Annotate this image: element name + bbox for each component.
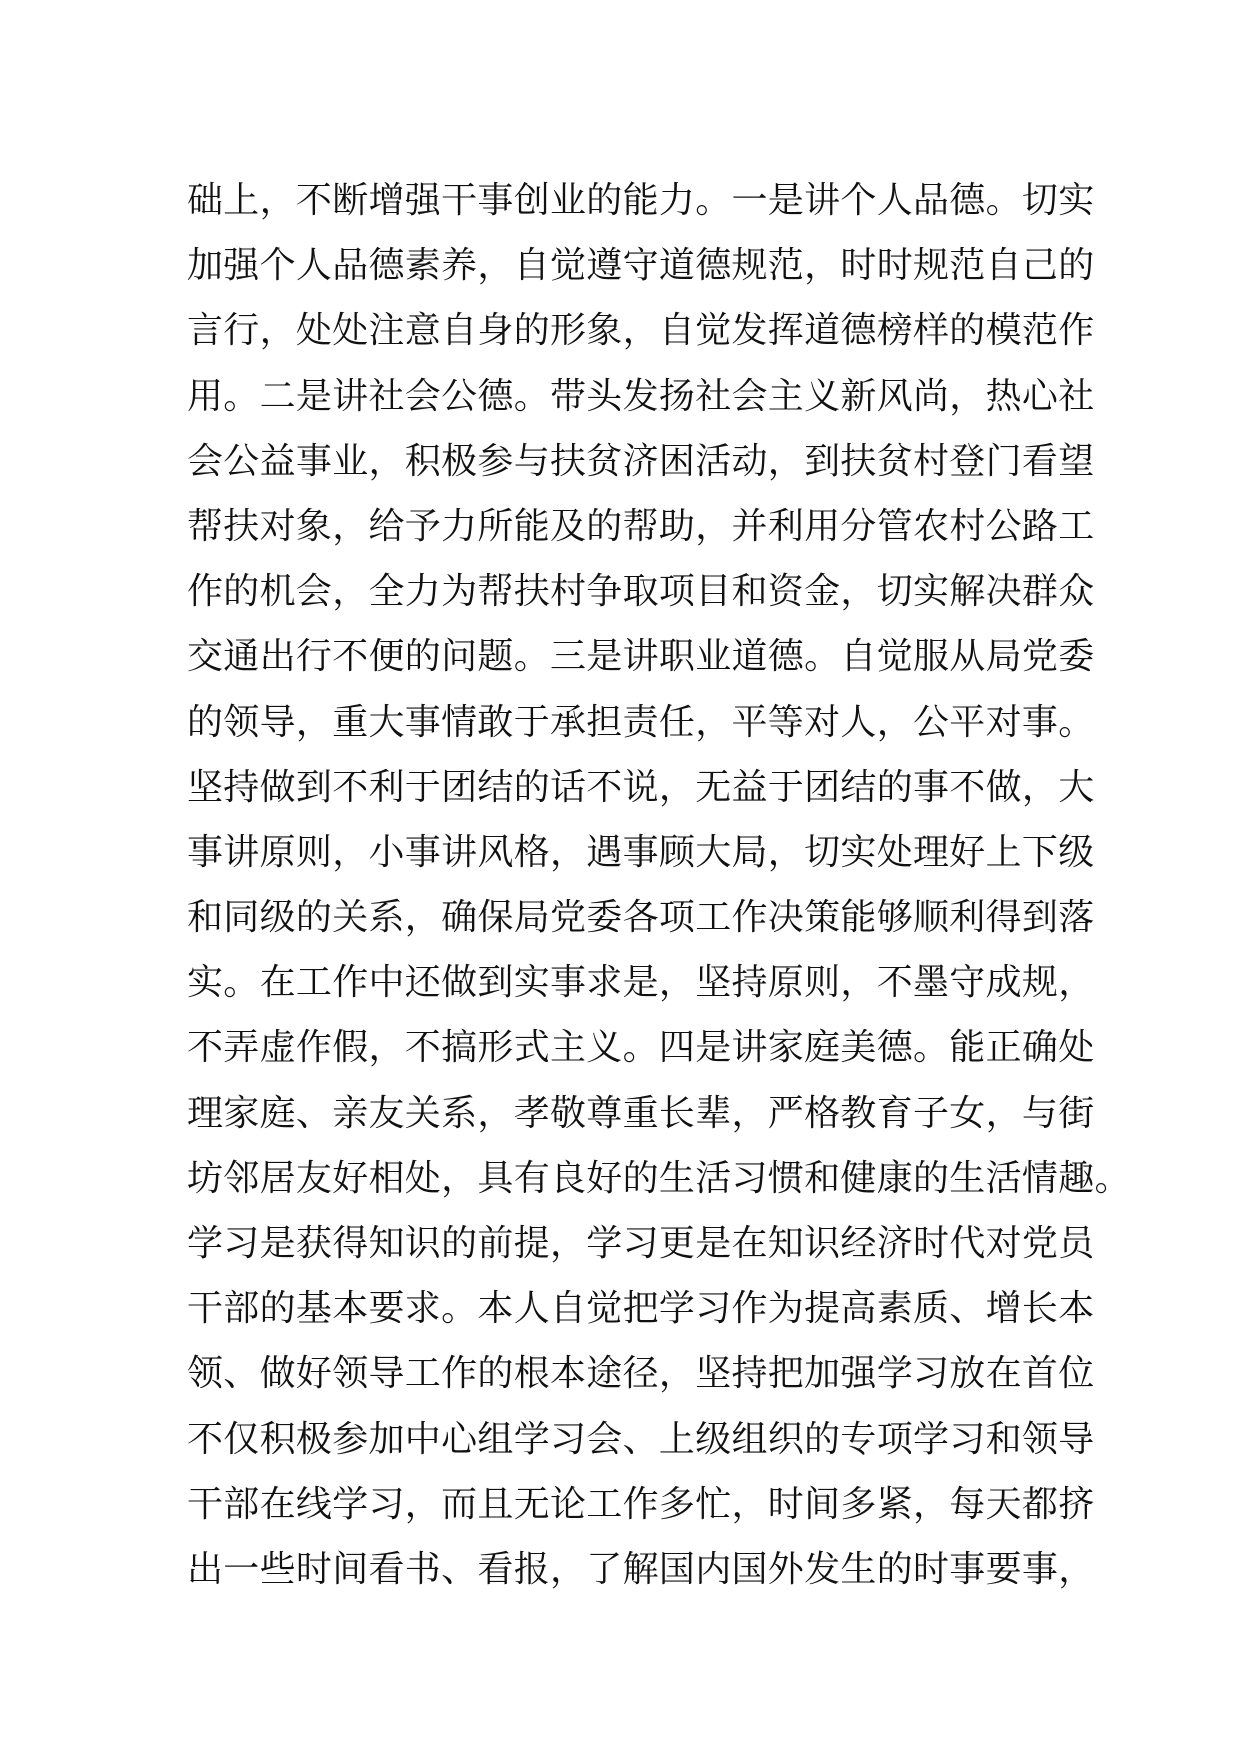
text-line: 实。在工作中还做到实事求是，坚持原则，不墨守成规， — [187, 962, 1095, 1004]
text-line: 干部的基本要求。本人自觉把学习作为提高素质、增长本 — [187, 1288, 1095, 1330]
text-line: 理家庭、亲友关系，孝敬尊重长辈，严格教育子女，与街 — [187, 1092, 1095, 1134]
body-text — [187, 168, 1131, 1602]
text-line: 作的机会，全力为帮扶村争取项目和资金，切实解决群众 — [187, 571, 1095, 613]
text-line: 领、做好领导工作的根本途径，坚持把加强学习放在首位 — [187, 1353, 1095, 1395]
text-line: 学习是获得知识的前提，学习更是在知识经济时代对党员 — [187, 1223, 1095, 1264]
text-line: 言行，处处注意自身的形象，自觉发挥道德榜样的模范作 — [187, 310, 1095, 352]
text-line: 坊邻居友好相处，具有良好的生活习惯和健康的生活情趣。 — [187, 1157, 1131, 1199]
text-line: 交通出行不便的问题。三是讲职业道德。自觉服从局党委 — [187, 636, 1095, 678]
text-line: 出一些时间看书、看报，了解国内国外发生的时事要事， — [187, 1548, 1095, 1590]
text-line: 会公益事业，积极参与扶贫济困活动，到扶贫村登门看望 — [187, 440, 1095, 482]
text-line: 加强个人品德素养，自觉遵守道德规范，时时规范自己的 — [187, 245, 1095, 287]
text-line: 事讲原则，小事讲风格，遇事顾大局，切实处理好上下级 — [187, 831, 1095, 873]
text-line: 的领导，重大事情敢于承担责任，平等对人，公平对事。 — [187, 701, 1095, 743]
text-line: 坚持做到不利于团结的话不说，无益于团结的事不做，大 — [187, 766, 1095, 808]
text-line: 不弄虚作假，不搞形式主义。四是讲家庭美德。能正确处 — [187, 1027, 1095, 1069]
text-line: 帮扶对象，给予力所能及的帮助，并利用分管农村公路工 — [187, 505, 1095, 547]
text-line: 干部在线学习，而且无论工作多忙，时间多紧，每天都挤 — [187, 1483, 1095, 1525]
text-line: 不仅积极参加中心组学习会、上级组织的专项学习和领导 — [187, 1418, 1095, 1460]
text-line: 础上，不断增强干事创业的能力。一是讲个人品德。切实 — [187, 180, 1095, 221]
text-line: 和同级的关系，确保局党委各项工作决策能够顺利得到落 — [187, 897, 1095, 939]
text-line: 用。二是讲社会公德。带头发扬社会主义新风尚，热心社 — [187, 375, 1095, 417]
